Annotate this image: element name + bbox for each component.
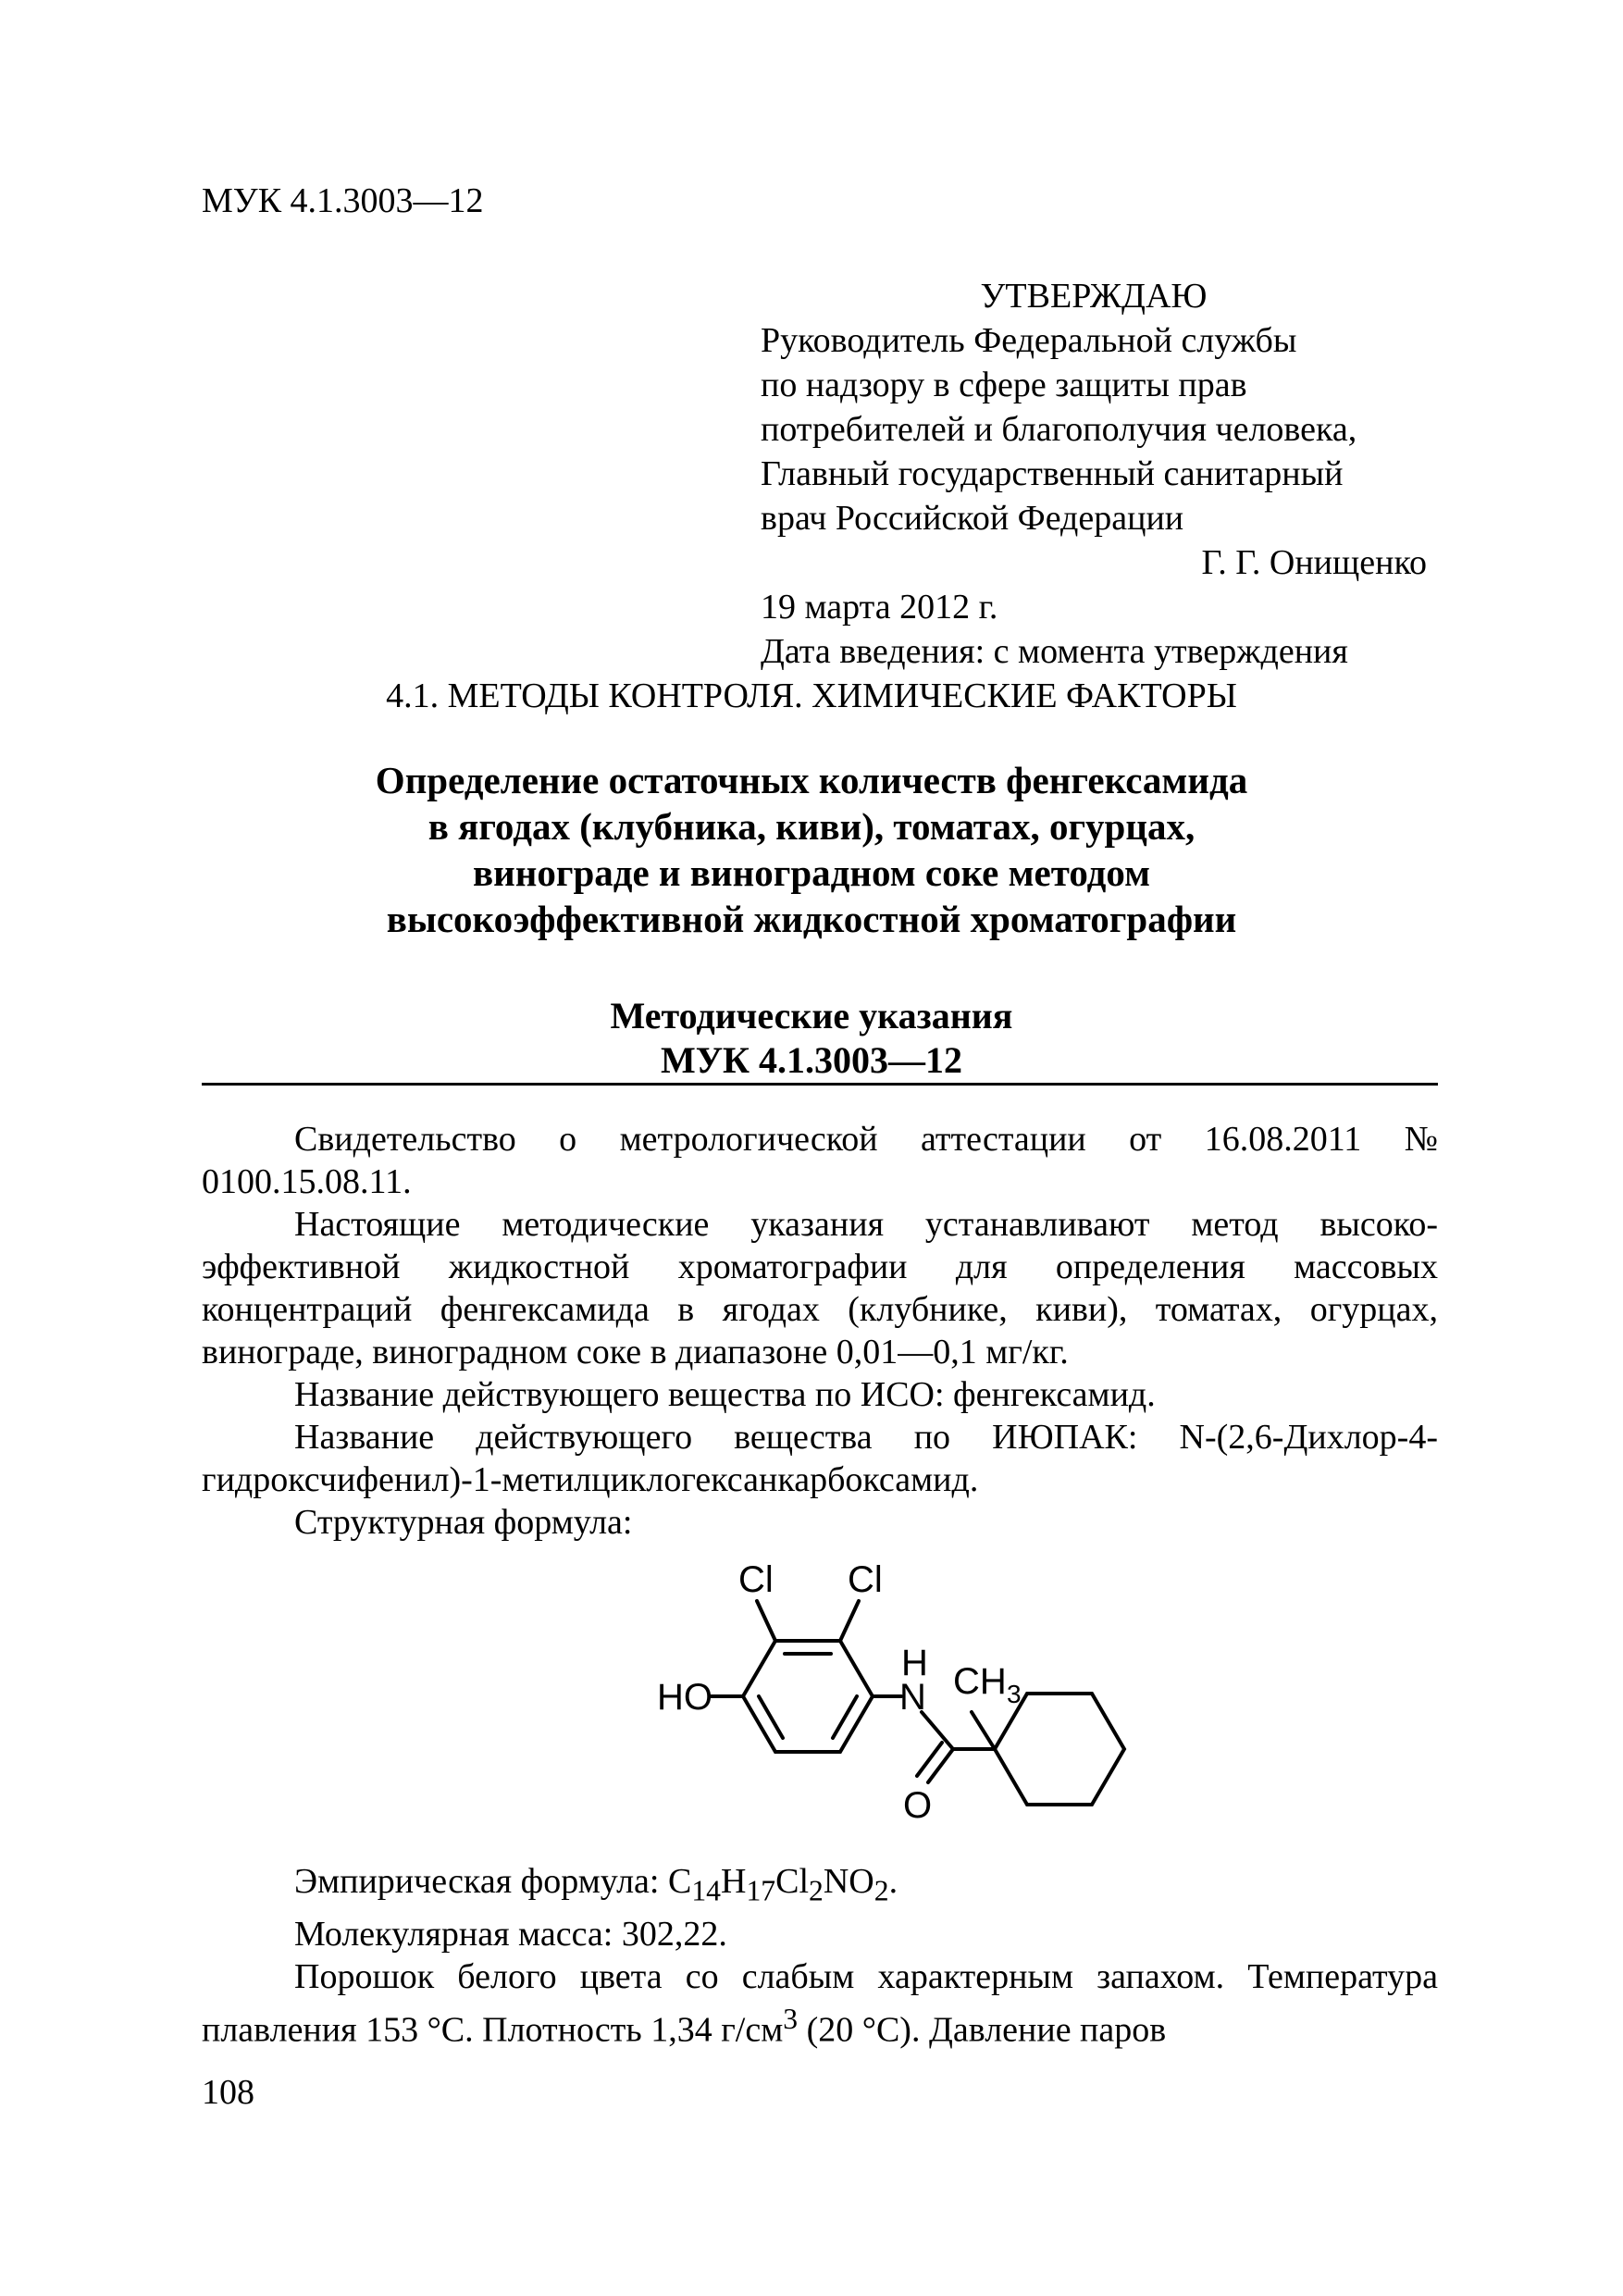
formula-element: Cl bbox=[775, 1862, 810, 1901]
effective-date: Дата введения: с момента утверждения bbox=[761, 632, 1348, 671]
cl-right-label: Cl bbox=[848, 1559, 883, 1600]
formula-element: H bbox=[721, 1862, 747, 1901]
approval-line: Главный государственный санитарный bbox=[761, 454, 1344, 493]
page-number: 108 bbox=[202, 2073, 254, 2112]
horizontal-rule bbox=[202, 1083, 1438, 1086]
methyl-label: CH bbox=[953, 1661, 1007, 1702]
certificate-paragraph: Свидетельство о метрологической аттестации от 16.08.2011 № 0100.15.08.11. bbox=[202, 1120, 1438, 1201]
molar-mass: Молекулярная масса: 302,22. bbox=[294, 1914, 727, 1954]
benzene-ring bbox=[743, 1641, 873, 1752]
cl-bond bbox=[757, 1601, 775, 1641]
formula-subscript: 2 bbox=[873, 1874, 889, 1907]
iso-name-paragraph: Название действующего вещества по ИСО: фенгексамид. bbox=[294, 1375, 1156, 1414]
approval-line: Руководитель Федеральной службы bbox=[761, 321, 1297, 360]
approval-line: потребителей и благополучия человека, bbox=[761, 410, 1357, 449]
structural-formula-label: Структурная формула: bbox=[294, 1503, 633, 1542]
n-carbonyl-bond bbox=[922, 1712, 953, 1749]
structural-formula bbox=[638, 1555, 1138, 1842]
running-header: МУК 4.1.3003—12 bbox=[202, 181, 484, 220]
approval-block bbox=[761, 274, 1427, 674]
approval-line: по надзору в сфере защиты прав bbox=[761, 366, 1247, 404]
document-title bbox=[0, 757, 1623, 942]
title-line: высокоэффективной жидкостной хроматографии bbox=[386, 898, 1237, 940]
body-text-upper bbox=[202, 1118, 1438, 1544]
cl-left-label: Cl bbox=[738, 1559, 774, 1600]
subtitle-line: Методические указания bbox=[610, 995, 1013, 1036]
approval-line: врач Российской Федерации bbox=[761, 499, 1184, 538]
approval-label: УТВЕРЖДАЮ bbox=[980, 277, 1208, 316]
formula-subscript: 2 bbox=[809, 1874, 824, 1907]
amide-n-label: N bbox=[899, 1677, 926, 1718]
subtitle-code: МУК 4.1.3003—12 bbox=[660, 1039, 963, 1081]
scope-paragraph: Настоящие методические указания устанавливают метод высокоэффективной жидкостной хроматографии для определения массовых концентраций фенгексамида в ягодах (клубнике, киви), томатах, огурцах, винограде, виноградном соке в диапазоне 0,01—0,1 мг/кг. bbox=[202, 1205, 1438, 1371]
formula-subscript: 17 bbox=[746, 1874, 776, 1907]
carbonyl-o-label: O bbox=[903, 1785, 933, 1826]
cyclohexane-ring bbox=[995, 1694, 1124, 1805]
cl-bond bbox=[840, 1601, 859, 1641]
approval-date: 19 марта 2012 г. bbox=[761, 588, 998, 627]
formula-period: . bbox=[888, 1862, 898, 1901]
hydroxyl-label: HO bbox=[657, 1677, 712, 1718]
signatory-name: Г. Г. Онищенко bbox=[1201, 543, 1427, 582]
description-text: Порошок белого цвета со слабым характерным запахом. Температура плавления 153 °С. Плотность 1,34 г/см bbox=[202, 1956, 1438, 2050]
formula-subscript: 14 bbox=[691, 1874, 721, 1907]
amide-h-label: H bbox=[901, 1643, 928, 1683]
density-unit-superscript: 3 bbox=[783, 2002, 799, 2035]
body-text-lower bbox=[202, 1860, 1438, 2051]
formula-element: C bbox=[667, 1862, 692, 1901]
document-subtitle bbox=[0, 994, 1623, 1083]
empirical-formula-label: Эмпирическая формула: bbox=[294, 1862, 668, 1901]
iupac-name-paragraph: Название действующего вещества по ИЮПАК: N-(2,6-Дихлор-4-гидроксчифенил)-1-метилциклогексанкарбоксамид. bbox=[202, 1418, 1438, 1499]
methyl-bond bbox=[972, 1712, 995, 1749]
empirical-formula bbox=[202, 1860, 1438, 1913]
methyl-subscript: 3 bbox=[1007, 1680, 1022, 1708]
formula-element: NO bbox=[823, 1862, 874, 1901]
section-heading: 4.1. МЕТОДЫ КОНТРОЛЯ. ХИМИЧЕСКИЕ ФАКТОРЫ bbox=[386, 676, 1237, 715]
title-line: винограде и виноградном соке методом bbox=[472, 851, 1151, 894]
title-line: Определение остаточных количеств фенгексамида bbox=[375, 759, 1248, 801]
title-line: в ягодах (клубника, киви), томатах, огурцах, bbox=[427, 805, 1196, 848]
structural-formula-diagram bbox=[638, 1555, 1138, 1842]
physical-description bbox=[202, 1955, 1438, 2052]
description-text-end: (20 °С). Давление паров bbox=[798, 2010, 1167, 2050]
